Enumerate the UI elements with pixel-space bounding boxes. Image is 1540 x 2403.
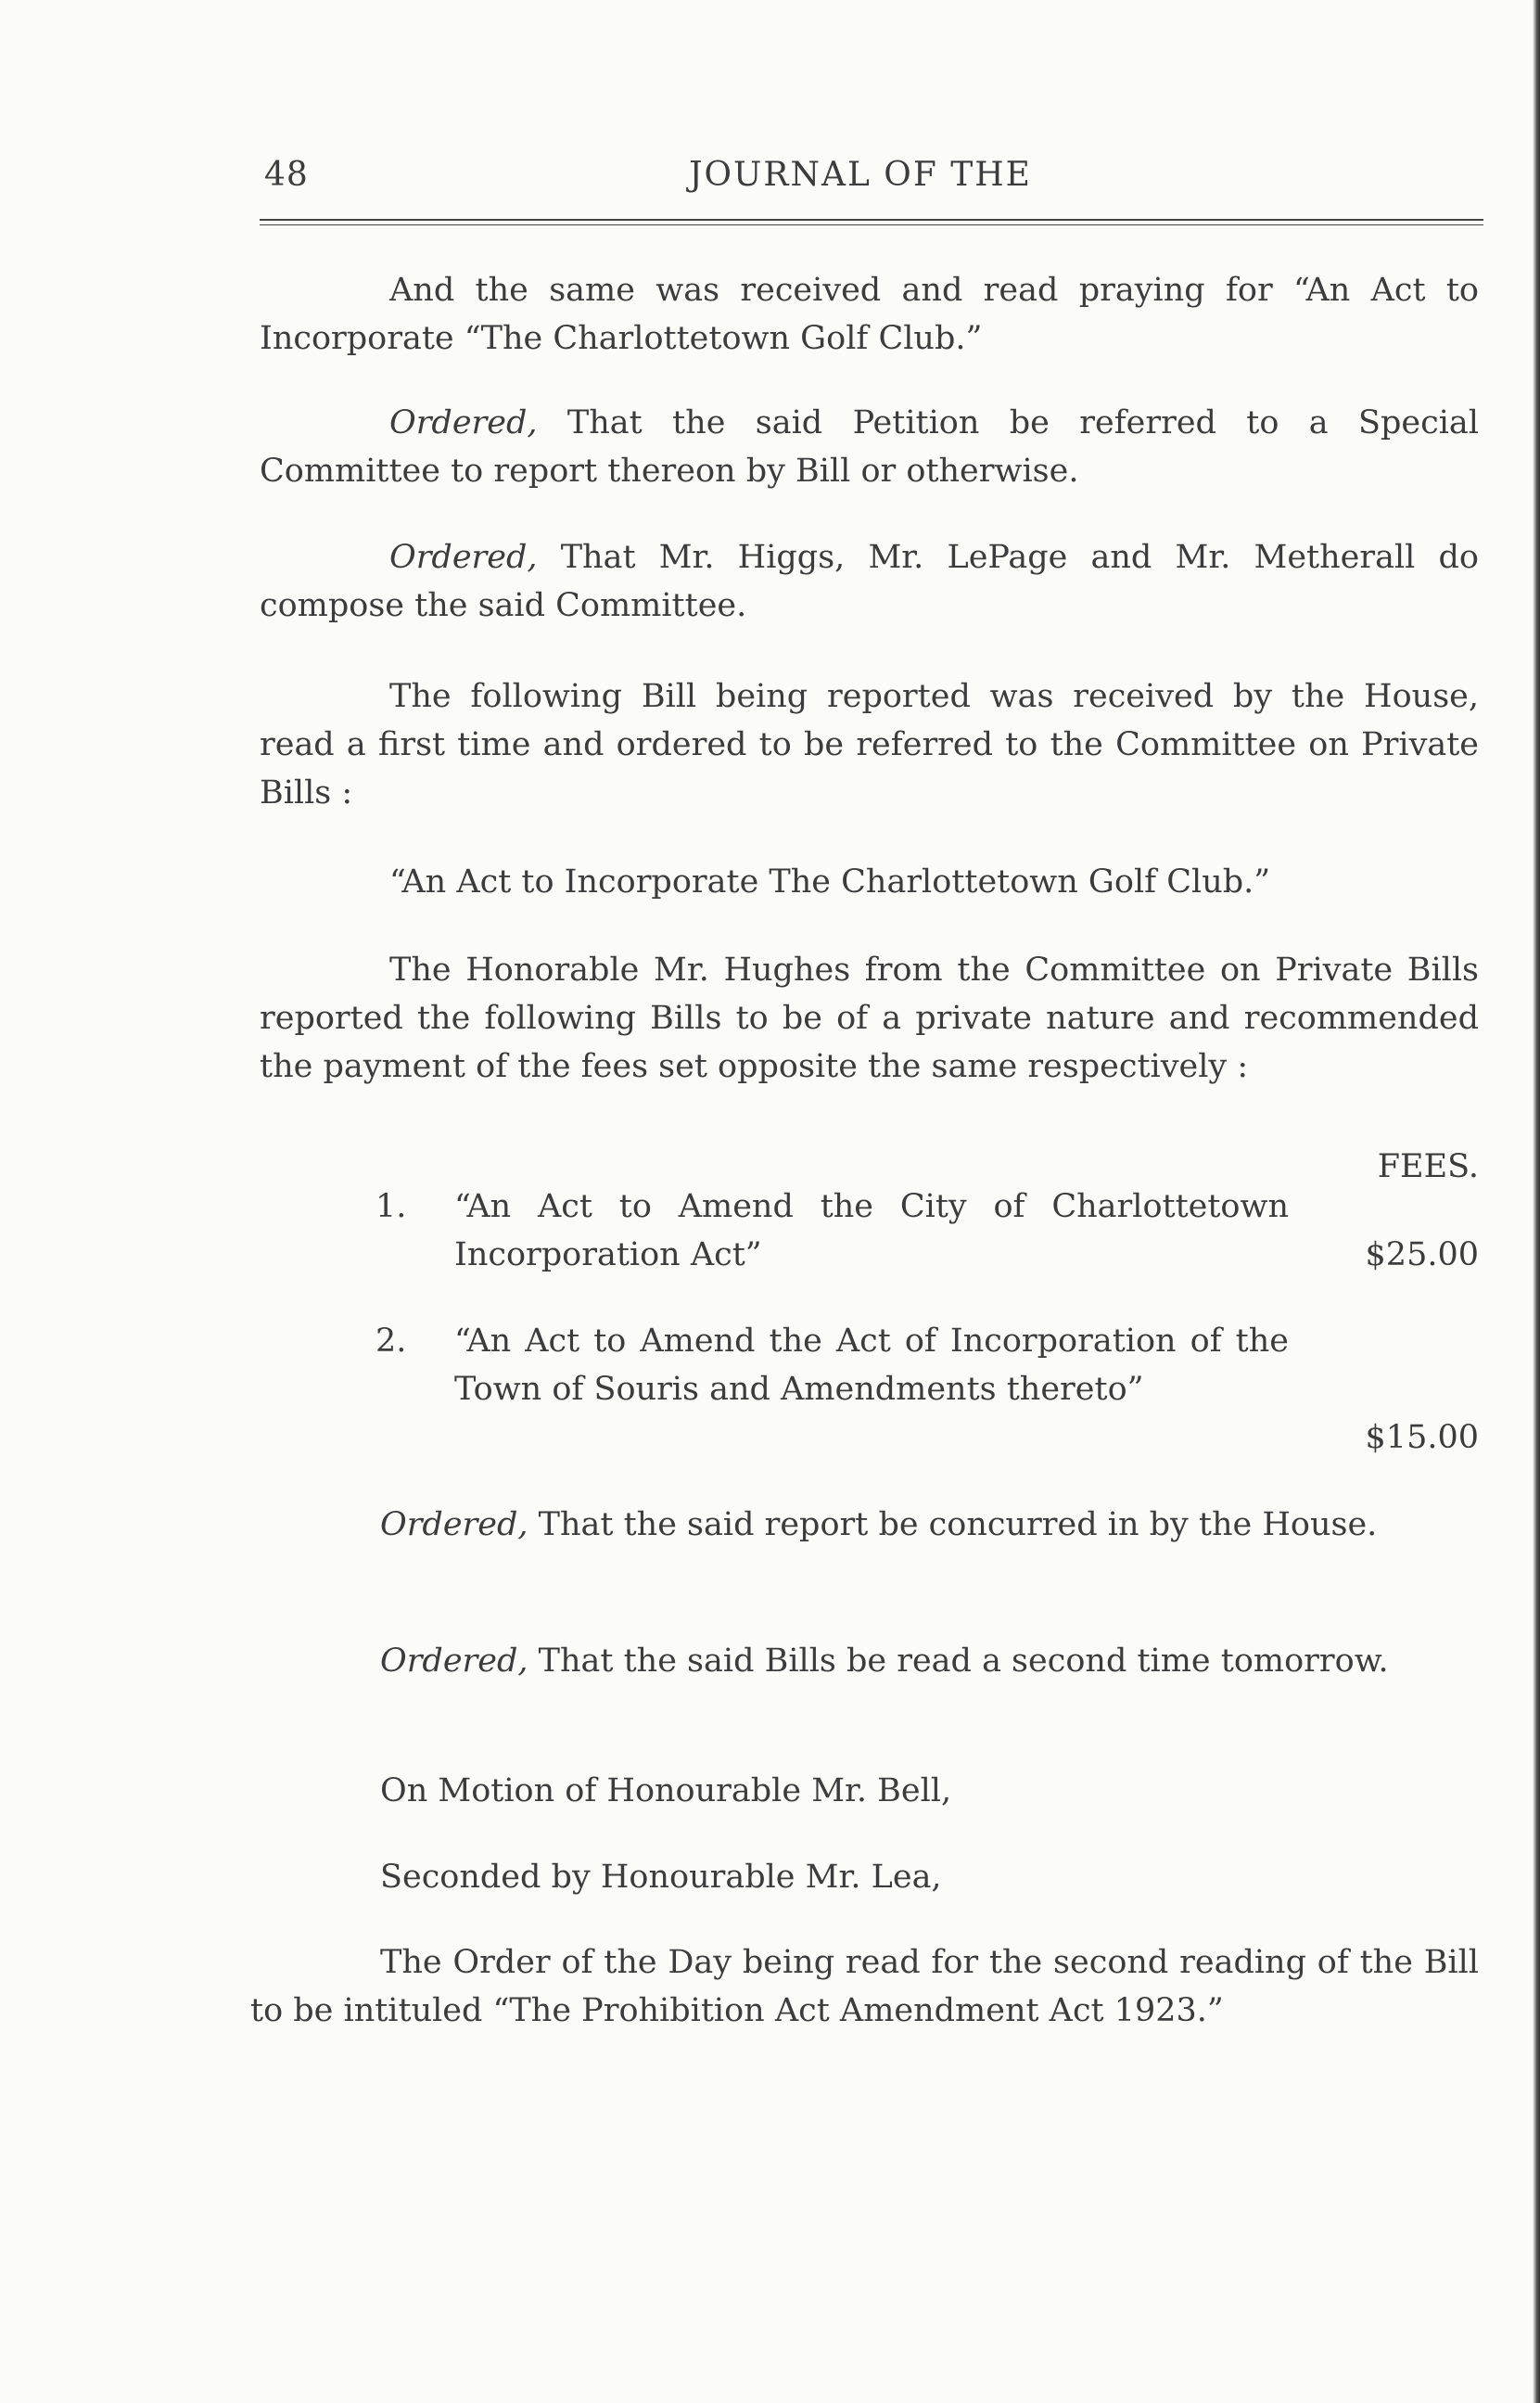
fee-item-amount: $15.00 — [1365, 1419, 1479, 1456]
fee-item-number: 1. — [375, 1188, 407, 1225]
page-edge-shadow — [1533, 0, 1540, 2403]
fee-item — [260, 1317, 1479, 1462]
fee-item-text: “An Act to Amend the Act of Incorporation of the Town of Souris and Amendments thereto” — [454, 1323, 1289, 1408]
paragraph-text: That the said report be concurred in by the House. — [528, 1506, 1378, 1543]
paragraph-bill-title — [260, 858, 1479, 906]
running-head: JOURNAL OF THE — [689, 156, 1032, 194]
fee-item-text: “An Act to Amend the City of Charlottetown Incorporation Act” — [454, 1188, 1289, 1273]
paragraph-received — [260, 266, 1479, 363]
paragraph-text: Seconded by Honourable Mr. Lea, — [380, 1859, 942, 1896]
fee-item — [260, 1182, 1479, 1327]
paragraph-bill-reported — [260, 672, 1479, 817]
paragraph-text: And the same was received and read praying for “An Act to Incorporate “The Charlottetown Golf Club.” — [260, 272, 1479, 357]
paragraph-text: That the said Petition be referred to a Special Committee to report thereon by Bill or otherwise. — [260, 404, 1479, 490]
paragraph-text: On Motion of Honourable Mr. Bell, — [380, 1772, 952, 1809]
paragraph-order-of-day — [250, 1938, 1479, 2035]
paragraph-text: “An Act to Incorporate The Charlottetown Golf Club.” — [389, 863, 1271, 901]
paragraph-text: The Honorable Mr. Hughes from the Committee on Private Bills reported the following Bills to be of a private nature and recommended the payment of the fees set opposite the same respectively : — [260, 952, 1479, 1085]
ordered-label: Ordered, — [380, 1506, 528, 1543]
paragraph-ordered-second-reading — [250, 1637, 1479, 1685]
paragraph-text: That the said Bills be read a second time tomorrow. — [528, 1642, 1389, 1680]
page-header — [264, 156, 1457, 202]
paragraph-ordered-petition — [260, 399, 1479, 495]
page-number: 48 — [264, 156, 309, 194]
ordered-label: Ordered, — [389, 539, 538, 576]
ordered-label: Ordered, — [380, 1642, 528, 1680]
paragraph-text: The following Bill being reported was received by the House, read a first time and ordered to be referred to the Committee on Private Bills : — [260, 678, 1479, 812]
paragraph-ordered-concurred — [250, 1501, 1479, 1549]
paragraph-seconded — [250, 1853, 1479, 1901]
paragraph-text: That Mr. Higgs, Mr. LePage and Mr. Metherall do compose the said Committee. — [260, 539, 1479, 624]
fee-item-number: 2. — [375, 1323, 407, 1360]
fees-heading: FEES. — [1377, 1148, 1479, 1185]
paragraph-ordered-committee — [260, 533, 1479, 630]
paragraph-motion — [250, 1767, 1479, 1815]
paragraph-private-bills-report — [260, 946, 1479, 1091]
fee-item-amount: $25.00 — [1365, 1236, 1479, 1273]
ordered-label: Ordered, — [389, 404, 538, 441]
header-rule — [260, 219, 1483, 225]
paragraph-text: The Order of the Day being read for the second reading of the Bill to be intituled “The Prohibition Act Amendment Act 1923.” — [250, 1944, 1479, 2029]
